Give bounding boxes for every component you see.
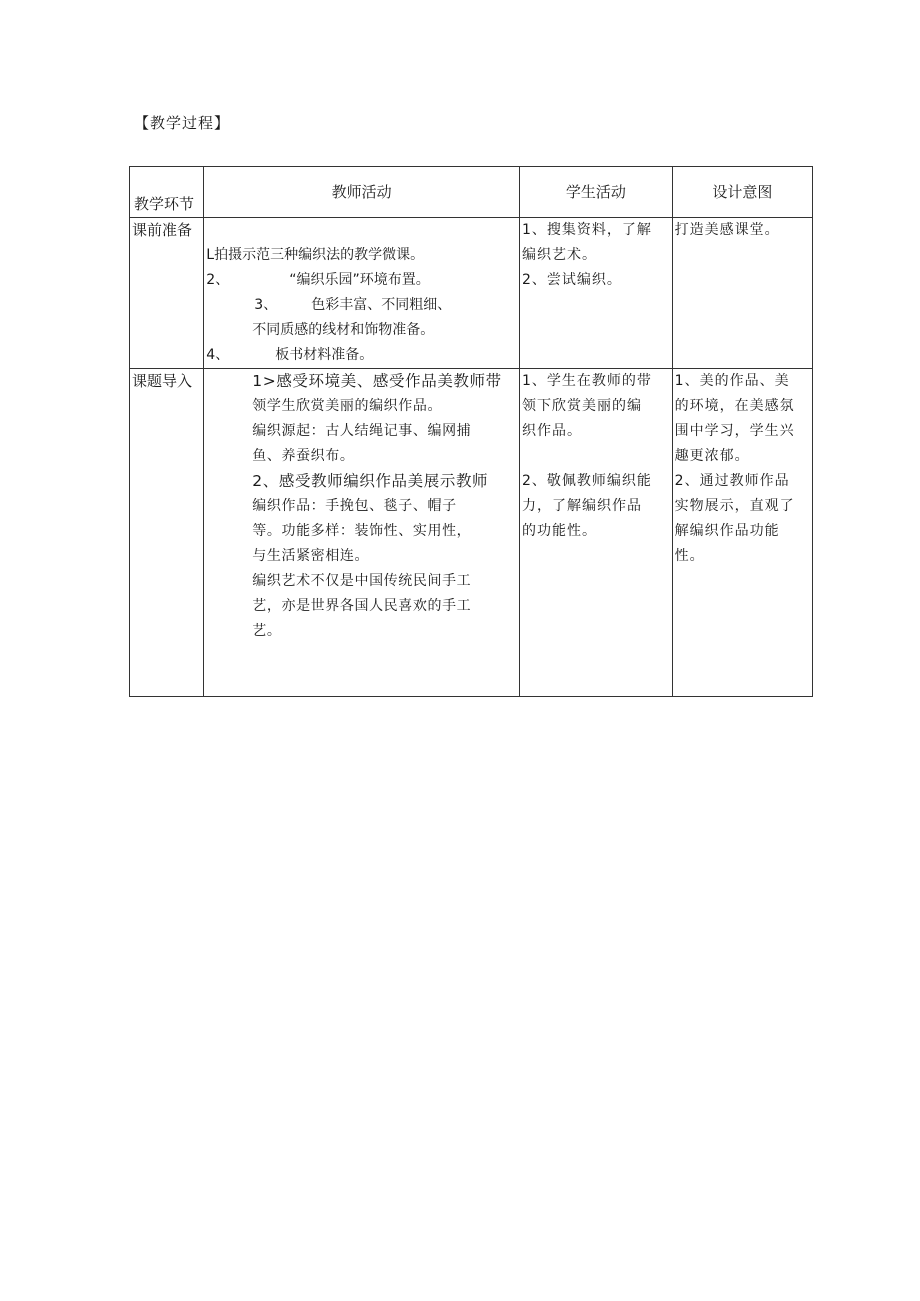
- prep-teacher-line-5: [206, 343, 517, 368]
- intro-student-line-2: 领下欣赏美丽的编: [521, 398, 642, 414]
- prep-teacher-line-1: L拍摄示范三种编织法的教学微课。: [206, 247, 425, 263]
- intro-student-line-1: 1、学生在教师的带: [521, 373, 652, 389]
- spacer: [206, 218, 517, 243]
- prep-num-3: 3、: [254, 297, 278, 313]
- header-teacher: 教师活动: [204, 167, 520, 218]
- design-intent-intro: [672, 369, 812, 697]
- intro-design-line-7: 解编织作品功能: [674, 523, 780, 539]
- prep-text-5: 板书材料准备。: [275, 347, 374, 363]
- intro-teacher-line-11: 艺。: [252, 623, 282, 639]
- intro-teacher-line-10: 艺，亦是世界各国人民喜欢的手工: [252, 598, 472, 614]
- intro-design-line-3: 围中学习，学生兴: [674, 423, 795, 439]
- intro-teacher-line-8: 与生活紧密相连。: [252, 548, 370, 564]
- intro-teacher-line-6: 编织作品：手挽包、毯子、帽子: [252, 498, 457, 514]
- prep-num-4: 4、: [206, 347, 230, 363]
- prep-teacher-line-2: [206, 268, 517, 293]
- intro-teacher-line-5: 2、感受教师编织作品美展示教师: [252, 472, 489, 490]
- design-intent-prep: [672, 218, 812, 369]
- intro-design-line-4: 趣更浓郁。: [674, 448, 750, 464]
- stage-prep: 课前准备: [130, 218, 204, 369]
- intro-student-line-4: 2、敬佩教师编织能: [521, 473, 652, 489]
- header-student: 学生活动: [519, 167, 672, 218]
- intro-student-line-6: 的功能性。: [521, 523, 597, 539]
- student-activity-intro: [519, 369, 672, 697]
- student-activity-prep: [519, 218, 672, 369]
- prep-teacher-line-4: 不同质感的线材和饰物准备。: [252, 322, 435, 338]
- table-row-intro: [130, 369, 813, 697]
- intro-teacher-line-2: 领学生欣赏美丽的编织作品。: [252, 398, 443, 414]
- table-header-row: [130, 167, 813, 218]
- prep-student-line-3: 2、尝试编织。: [521, 272, 622, 288]
- prep-num-2: 2、: [206, 272, 230, 288]
- intro-teacher-line-4: 鱼、养蚕织布。: [252, 448, 355, 464]
- prep-text-3: 色彩丰富、不同粗细、: [311, 297, 452, 313]
- table-row-prep: [130, 218, 813, 369]
- intro-student-line-5: 力，了解编织作品: [521, 498, 642, 514]
- intro-teacher-line-1: 1>感受环境美、感受作品美教师带: [252, 372, 502, 390]
- intro-design-line-2: 的环境，在美感氛: [674, 398, 795, 414]
- intro-design-line-6: 实物展示，直观了: [674, 498, 795, 514]
- section-title: 【教学过程】: [134, 114, 231, 132]
- teacher-activity-prep: [204, 218, 520, 369]
- teacher-activity-intro: [204, 369, 520, 697]
- intro-teacher-line-3: 编织源起：古人结绳记事、编网捕: [252, 423, 472, 439]
- intro-teacher-line-7: 等。功能多样：装饰性、实用性，: [252, 523, 472, 539]
- intro-teacher-line-9: 编织艺术不仅是中国传统民间手工: [252, 573, 472, 589]
- prep-student-line-2: 编织艺术。: [521, 247, 597, 263]
- header-stage: 教学环节: [130, 167, 204, 218]
- intro-design-line-8: 性。: [674, 548, 705, 564]
- header-design: 设计意图: [672, 167, 812, 218]
- intro-design-line-1: 1、美的作品、美: [674, 373, 790, 389]
- teaching-process-table: [129, 166, 813, 697]
- spacer: [522, 444, 670, 469]
- prep-design-line-1: 打造美感课堂。: [674, 222, 780, 238]
- prep-student-line-1: 1、搜集资料，了解: [521, 222, 652, 238]
- intro-student-line-3: 织作品。: [521, 423, 582, 439]
- prep-text-2: “编织乐园”环境布置。: [289, 272, 430, 288]
- stage-intro: 课题导入: [130, 369, 204, 697]
- intro-design-line-5: 2、通过教师作品: [674, 473, 790, 489]
- prep-teacher-line-3: [206, 293, 517, 318]
